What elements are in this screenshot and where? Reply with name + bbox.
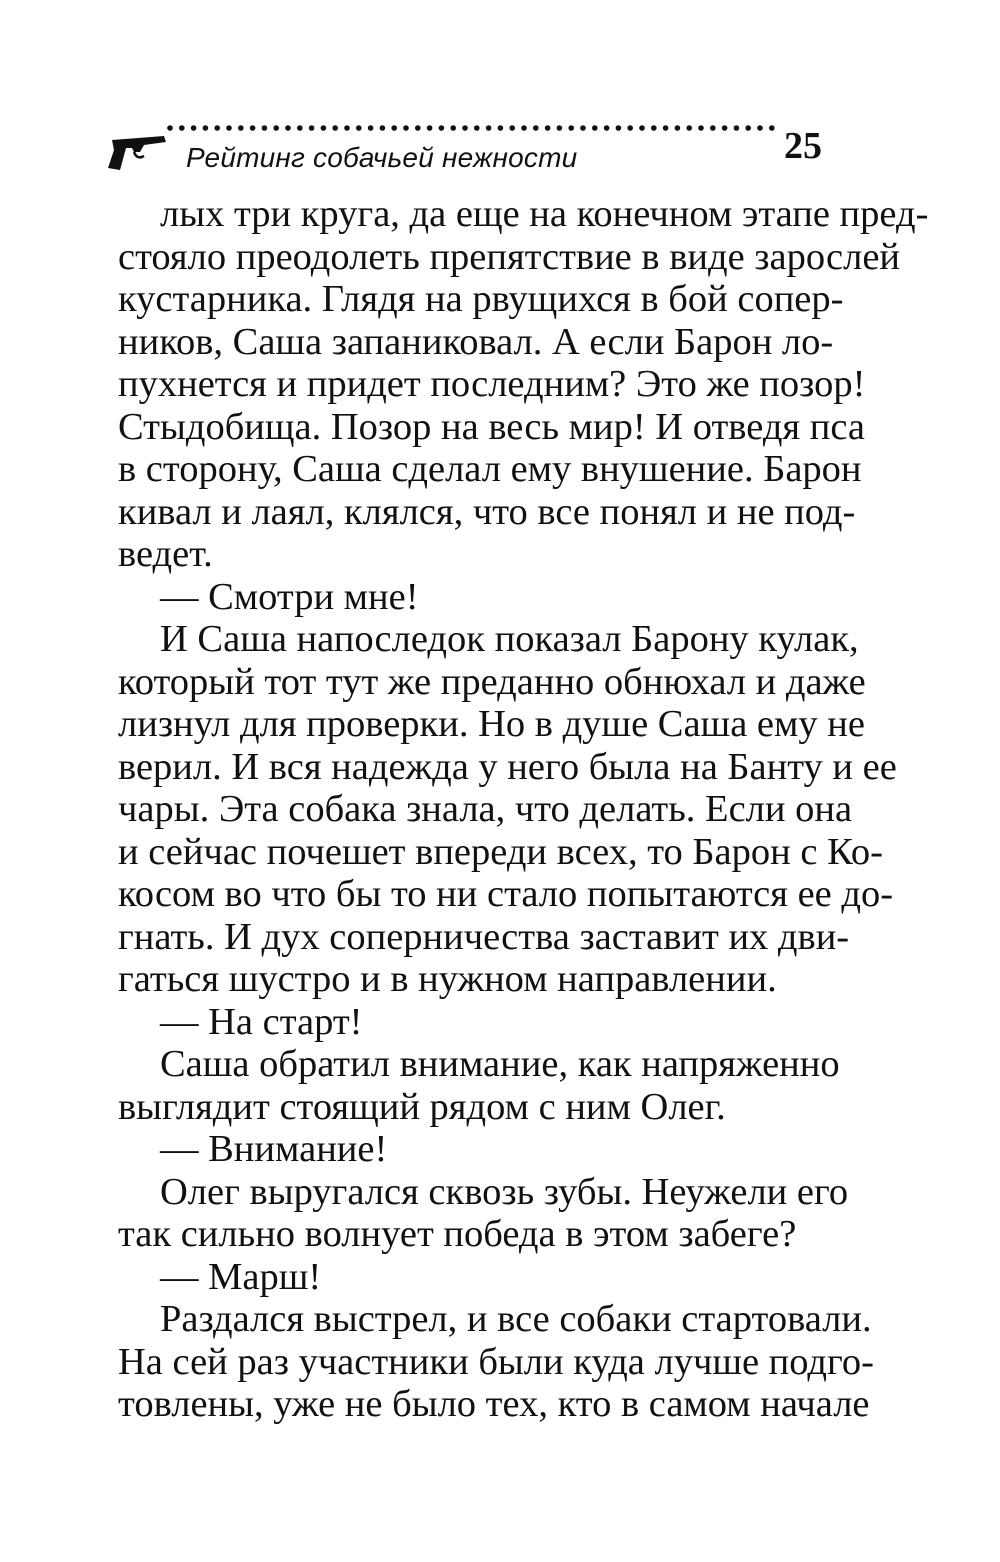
rule-dot xyxy=(380,125,386,131)
rule-dot xyxy=(332,125,338,131)
text-line: верил. И вся надежда у него была на Банту и ее xyxy=(118,745,897,788)
rule-dot xyxy=(592,125,598,131)
text-line: На сей раз участники были куда лучше подго- xyxy=(118,1340,874,1383)
rule-dot xyxy=(226,125,232,131)
paragraph xyxy=(118,193,929,576)
text-line: Саша обратил внимание, как напряженно xyxy=(160,1043,840,1085)
rule-dot xyxy=(403,125,409,131)
revolver-icon xyxy=(104,130,174,178)
rule-dot xyxy=(344,125,350,131)
text-line: — Марш! xyxy=(160,1255,322,1298)
rule-dot xyxy=(557,125,563,131)
rule-dot xyxy=(486,125,492,131)
text-line: в сторону, Саша сделал ему внушение. Барон xyxy=(118,448,862,490)
rule-dot xyxy=(297,125,303,131)
rule-dot xyxy=(474,125,480,131)
text-line: кустарника. Глядя на рвущихся в бой сопер- xyxy=(118,278,844,320)
rule-dot xyxy=(262,125,268,131)
text-line: чары. Эта собака знала, что делать. Если она xyxy=(118,788,853,830)
rule-dot xyxy=(545,125,551,131)
rule-dot xyxy=(285,125,291,131)
text-line: лизнул для проверки. Но в душе Саша ему не xyxy=(118,703,865,745)
rule-dot xyxy=(698,125,704,131)
text-line: кивал и лаял, клялся, что все понял и не под- xyxy=(118,490,856,533)
rule-dot xyxy=(604,125,610,131)
text-line: ведет. xyxy=(118,533,213,575)
rule-dot xyxy=(309,125,315,131)
rule-dot xyxy=(521,125,527,131)
paragraph xyxy=(118,1170,849,1256)
rule-dot xyxy=(686,125,692,131)
rule-dot xyxy=(250,125,256,131)
rule-dot xyxy=(616,125,622,131)
text-line: так сильно волнует победа в этом забеге? xyxy=(118,1213,797,1255)
rule-dot xyxy=(179,125,185,131)
text-line: выглядит стоящий рядом с ним Олег. xyxy=(118,1085,726,1128)
rule-dot xyxy=(651,125,657,131)
rule-dot xyxy=(509,125,515,131)
rule-dot xyxy=(639,125,645,131)
text-line: Олег выругался сквозь зубы. Неужели его xyxy=(160,1170,849,1213)
rule-dot xyxy=(273,125,279,131)
rule-dot xyxy=(368,125,374,131)
text-line: Стыдобища. Позор на весь мир! И отведя пса xyxy=(118,405,865,448)
rule-dot xyxy=(734,125,740,131)
rule-dot xyxy=(580,125,586,131)
rule-dot xyxy=(356,125,362,131)
rule-dot xyxy=(769,125,775,131)
rule-dot xyxy=(415,125,421,131)
text-line: лых три круга, да еще на конечном этапе пред- xyxy=(160,193,929,235)
paragraph xyxy=(118,618,897,1001)
rule-dot xyxy=(191,125,197,131)
rule-dot xyxy=(663,125,669,131)
text-line: И Саша напоследок показал Барону кулак, xyxy=(160,618,859,660)
paragraph xyxy=(118,1298,874,1426)
text-line: ников, Саша запаниковал. А если Барон ло- xyxy=(118,320,834,363)
rule-dot xyxy=(321,125,327,131)
running-title: Рейтинг собачьей нежности xyxy=(186,142,578,173)
header-dotted-rule xyxy=(166,120,778,136)
rule-dot xyxy=(238,125,244,131)
text-line: — Смотри мне! xyxy=(160,575,419,618)
rule-dot xyxy=(722,125,728,131)
rule-dot xyxy=(391,125,397,131)
rule-dot xyxy=(203,125,209,131)
rule-dot xyxy=(439,125,445,131)
page-number: 25 xyxy=(784,125,822,167)
rule-dot xyxy=(710,125,716,131)
text-line: который тот тут же преданно обнюхал и даже xyxy=(118,660,866,703)
rule-dot xyxy=(498,125,504,131)
text-line: гаться шустро и в нужном направлении. xyxy=(118,958,777,1000)
text-line: стояло преодолеть препятствие в виде зарослей xyxy=(118,235,901,278)
rule-dot xyxy=(675,125,681,131)
rule-dot xyxy=(745,125,751,131)
rule-dot xyxy=(568,125,574,131)
rule-dot xyxy=(533,125,539,131)
paragraph xyxy=(118,1128,823,1171)
paragraph xyxy=(118,576,823,619)
rule-dot xyxy=(450,125,456,131)
rule-dot xyxy=(462,125,468,131)
page-header xyxy=(104,120,824,190)
rule-dot xyxy=(167,125,173,131)
rule-dot xyxy=(427,125,433,131)
text-line: товлены, уже не было тех, кто в самом начале xyxy=(118,1383,870,1425)
text-line: гнать. И дух соперничества заставит их дви- xyxy=(118,915,850,958)
text-line: — Внимание! xyxy=(160,1128,388,1170)
paragraph xyxy=(118,1043,840,1128)
body-text xyxy=(118,193,929,1426)
paragraph xyxy=(118,1256,823,1299)
rule-dot xyxy=(757,125,763,131)
text-line: Раздался выстрел, и все собаки стартовали. xyxy=(160,1298,872,1340)
text-line: пухнется и придет последним? Это же позор! xyxy=(118,363,866,405)
paragraph xyxy=(118,1001,823,1044)
rule-dot xyxy=(627,125,633,131)
text-line: косом во что бы то ни стало попытаются ее до- xyxy=(118,873,894,915)
text-line: — На старт! xyxy=(160,1000,363,1043)
text-line: и сейчас почешет впереди всех, то Барон с Ко- xyxy=(118,830,883,873)
rule-dot xyxy=(214,125,220,131)
